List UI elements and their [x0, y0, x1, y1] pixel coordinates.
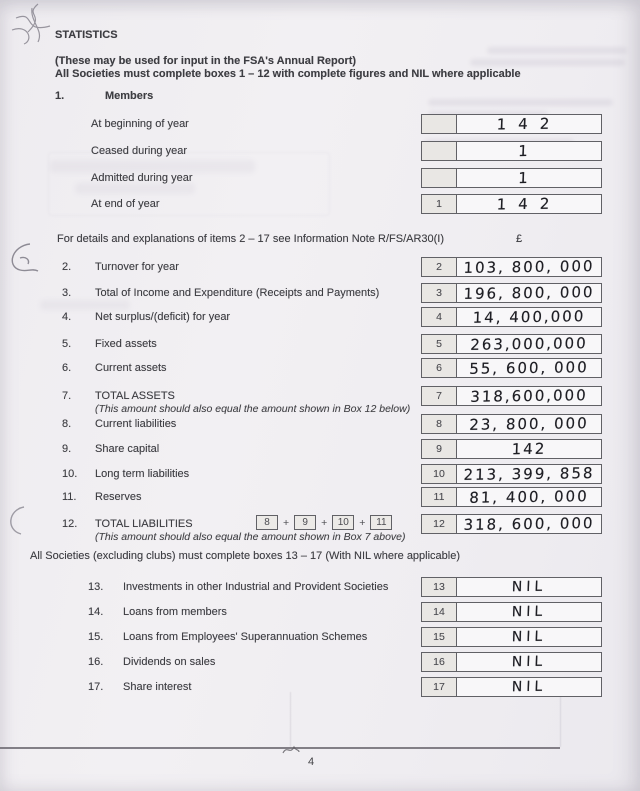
box-number-cell — [422, 115, 457, 133]
member-row-label: At beginning of year — [91, 118, 189, 130]
handwritten-value: 81, 400, 000 — [468, 487, 590, 507]
box-number-cell: 1 — [422, 195, 457, 213]
form-box-11 — [421, 487, 602, 507]
item-label: Dividends on sales — [123, 656, 216, 668]
member-row-ceased — [0, 141, 640, 161]
item-label: Current liabilities — [95, 418, 177, 430]
plus-sign: + — [359, 516, 366, 529]
handwritten-value: 14, 400,000 — [472, 307, 586, 327]
box-number-cell: 14 — [422, 603, 457, 621]
item-number: 7. — [62, 390, 72, 402]
box-number-cell — [422, 142, 457, 160]
item-number: 10. — [62, 468, 78, 480]
sum-box-9: 9 — [294, 515, 316, 530]
item-row-13 — [0, 577, 640, 597]
member-row-label: At end of year — [91, 198, 160, 210]
item-number: 16. — [88, 656, 104, 668]
currency-symbol: £ — [516, 233, 523, 245]
handwritten-value: 318,600,000 — [469, 386, 589, 406]
handwritten-value: 318, 600, 000 — [463, 514, 595, 534]
bleed-through-artifact — [290, 692, 291, 747]
item-label: Share interest — [123, 681, 192, 693]
form-box-4 — [421, 307, 602, 327]
box-number-cell: 9 — [422, 440, 457, 458]
item-row-10 — [0, 464, 640, 484]
member-row-label: Admitted during year — [91, 172, 193, 184]
item-number: 2. — [62, 261, 72, 273]
item-row-5 — [0, 334, 640, 354]
handwritten-value: NIL — [511, 603, 547, 621]
handwritten-value: 55, 600, 000 — [468, 358, 590, 378]
item-label: TOTAL ASSETS — [95, 390, 175, 402]
box-number-cell: 13 — [422, 578, 457, 596]
form-box-13 — [421, 577, 602, 597]
page-number: 4 — [307, 756, 315, 768]
box-number-cell — [422, 169, 457, 187]
bleed-through-artifact — [560, 690, 561, 747]
handwritten-value: NIL — [511, 628, 547, 646]
clubs-note: All Societies (excluding clubs) must complete boxes 13 – 17 (With NIL where applicable) — [30, 550, 461, 562]
handwritten-value: 103, 800, 000 — [463, 257, 595, 277]
footer-rule — [0, 747, 560, 749]
handwritten-value: 213, 399, 858 — [463, 464, 595, 484]
item-row-6 — [0, 358, 640, 378]
item-number: 3. — [62, 287, 72, 299]
bleed-through-artifact — [428, 99, 613, 106]
intro-line-2: All Societies must complete boxes 1 – 12 with complete figures and NIL where applicable — [55, 68, 521, 80]
form-box-17 — [421, 677, 602, 697]
member-row-label: Ceased during year — [91, 145, 188, 157]
item-label: Loans from members — [123, 606, 227, 618]
handwritten-value: 196, 800, 000 — [463, 283, 595, 303]
members-section-title: Members — [105, 90, 154, 102]
box-number-cell: 6 — [422, 359, 457, 377]
item-label: Loans from Employees' Superannuation Schemes — [123, 631, 368, 643]
box-number-cell: 8 — [422, 415, 457, 433]
item-label: Turnover for year — [95, 261, 179, 273]
item-number: 6. — [62, 362, 72, 374]
plus-sign: + — [283, 516, 290, 529]
form-box-7 — [421, 386, 602, 406]
sum-formula-boxes — [256, 515, 392, 530]
details-note: For details and explanations of items 2 – 17 see Information Note R/FS/AR30(I) — [57, 233, 445, 245]
handwritten-value: 1 — [517, 168, 541, 188]
member-row-admitted — [0, 168, 640, 188]
box-number-cell: 11 — [422, 488, 457, 506]
plus-sign: + — [321, 516, 328, 529]
intro-line-1: (These may be used for input in the FSA's Annual Report) — [55, 55, 357, 67]
bleed-through-artifact — [487, 47, 627, 54]
form-box-14 — [421, 602, 602, 622]
members-section-number: 1. — [55, 90, 65, 102]
form-box-5 — [421, 334, 602, 354]
member-row-end — [0, 194, 640, 214]
box-number-cell: 17 — [422, 678, 457, 696]
form-box-1 — [421, 194, 602, 214]
item-row-17 — [0, 677, 640, 697]
box-number-cell: 4 — [422, 308, 457, 326]
item-row-4 — [0, 307, 640, 327]
item-number: 9. — [62, 443, 72, 455]
item-label: Investments in other Industrial and Provident Societies — [123, 581, 389, 593]
item-number: 12. — [62, 518, 78, 530]
form-box-12 — [421, 514, 602, 534]
item-number: 15. — [88, 631, 104, 643]
item-number: 4. — [62, 311, 72, 323]
item-label: Reserves — [95, 491, 142, 503]
box-number-cell: 7 — [422, 387, 457, 405]
form-box-9 — [421, 439, 602, 459]
box7-note: (This amount should also equal the amount shown in Box 12 below) — [95, 403, 411, 415]
form-box-15 — [421, 627, 602, 647]
item-row-15 — [0, 627, 640, 647]
form-box-members-beginning — [421, 114, 602, 134]
item-row-9 — [0, 439, 640, 459]
handwritten-value: NIL — [511, 678, 547, 696]
box-number-cell: 12 — [422, 515, 457, 533]
item-label: Share capital — [95, 443, 160, 455]
handwritten-value: NIL — [511, 578, 547, 596]
form-box-6 — [421, 358, 602, 378]
form-box-16 — [421, 652, 602, 672]
item-label: TOTAL LIABILITIES — [95, 518, 193, 530]
item-number: 5. — [62, 338, 72, 350]
handwritten-value: 263,000,000 — [469, 334, 589, 354]
item-label: Fixed assets — [95, 338, 157, 350]
pen-squiggle-footer — [281, 743, 301, 757]
item-label: Total of Income and Expenditure (Receipts and Payments) — [95, 287, 380, 299]
box-number-cell: 15 — [422, 628, 457, 646]
sum-box-8: 8 — [256, 515, 278, 530]
item-row-8 — [0, 414, 640, 434]
sum-box-10: 10 — [332, 515, 354, 530]
box-number-cell: 16 — [422, 653, 457, 671]
box-number-cell: 3 — [422, 284, 457, 302]
handwritten-value: 1 — [517, 141, 541, 161]
item-label: Net surplus/(deficit) for year — [95, 311, 231, 323]
handwritten-value: 142 — [511, 439, 547, 459]
form-box-members-admitted — [421, 168, 602, 188]
handwritten-value: 142 — [496, 114, 562, 134]
box-number-cell: 10 — [422, 465, 457, 483]
handwritten-value: NIL — [511, 653, 547, 671]
item-number: 14. — [88, 606, 104, 618]
sum-box-11: 11 — [370, 515, 392, 530]
item-label: Current assets — [95, 362, 167, 374]
form-box-3 — [421, 283, 602, 303]
member-row-beginning — [0, 114, 640, 134]
item-row-11 — [0, 487, 640, 507]
item-row-2 — [0, 257, 640, 277]
item-number: 11. — [62, 491, 77, 503]
form-box-members-ceased — [421, 141, 602, 161]
item-row-14 — [0, 602, 640, 622]
handwritten-value: 23, 800, 000 — [468, 414, 590, 434]
page-title: STATISTICS — [55, 29, 118, 41]
item-label: Long term liabilities — [95, 468, 190, 480]
form-box-2 — [421, 257, 602, 277]
box-number-cell: 5 — [422, 335, 457, 353]
item-number: 17. — [88, 681, 104, 693]
bleed-through-artifact — [470, 59, 625, 66]
item-number: 8. — [62, 418, 72, 430]
item-number: 13. — [88, 581, 104, 593]
form-box-8 — [421, 414, 602, 434]
form-box-10 — [421, 464, 602, 484]
item-row-3 — [0, 283, 640, 303]
box-number-cell: 2 — [422, 258, 457, 276]
item-row-16 — [0, 652, 640, 672]
box12-note: (This amount should also equal the amount shown in Box 7 above) — [95, 531, 406, 543]
handwritten-value: 142 — [496, 194, 562, 214]
